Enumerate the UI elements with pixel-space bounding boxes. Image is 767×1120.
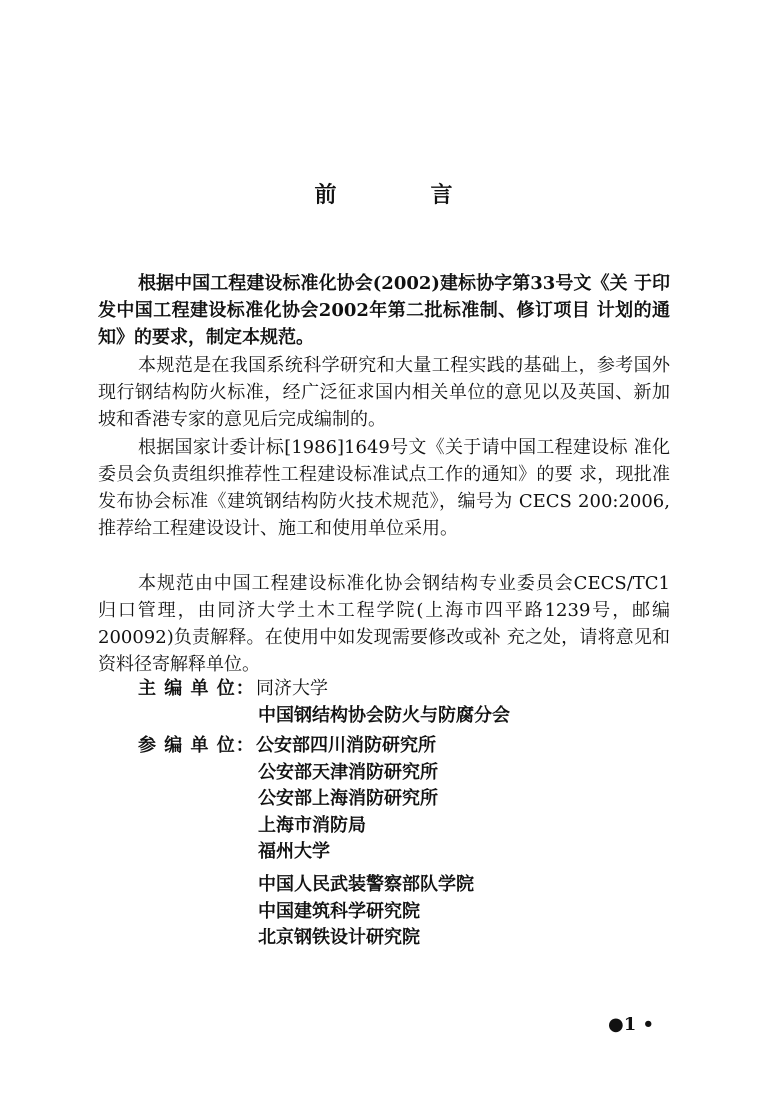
participating-unit-row — [138, 733, 436, 759]
participating-unit-name: 北京钢铁设计研究院 — [258, 927, 420, 948]
participating-unit-name: 公安部上海消防研究所 — [258, 788, 438, 809]
participating-unit-label: 参 编 单 位： — [138, 735, 255, 756]
participating-unit-name: 中国建筑科学研究院 — [258, 901, 420, 922]
chief-unit-name: 中国钢结构协会防火与防腐分会 — [258, 705, 510, 726]
paragraph-3: 根据国家计委计标[1986]1649号文《关于请中国工程建设标 准化委员会负责组织推荐性工程建设标准试点工作的通知》的要 求，现批准发布协会标准《建筑钢结构防火技术规范》，编号为 CECS 200:2006,推荐给工程建设设计、施工和使用单位采用。 — [98, 437, 670, 539]
participating-unit-name: 上海市消防局 — [258, 815, 366, 836]
paragraph-4: 本规范由中国工程建设标准化协会钢结构专业委员会CECS/TC1 归口管理，由同济大学土木工程学院(上海市四平路1239号，邮编200092)负责解释。在使用中如发现需要修改或补 充之处，请将意见和资料径寄解释单位。 — [98, 573, 670, 675]
participating-unit-name: 公安部四川消防研究所 — [256, 735, 436, 756]
participating-unit-name: 中国人民武装警察部队学院 — [258, 874, 474, 895]
participating-unit-name: 公安部天津消防研究所 — [258, 762, 438, 783]
paragraph-1: 根据中国工程建设标准化协会(2002)建标协字第33号文《关 于印发中国工程建设标准化协会2002年第二批标准制、修订项目 计划的通知》的要求，制定本规范。 — [98, 273, 670, 348]
chief-unit-row — [138, 676, 328, 702]
chief-unit-name: 同济大学 — [256, 678, 328, 699]
page-number: ●1 • — [608, 1014, 655, 1035]
participating-unit-name: 福州大学 — [258, 841, 330, 862]
page-title: 前 言 — [314, 182, 489, 208]
paragraph-2: 本规范是在我国系统科学研究和大量工程实践的基础上，参考国外现行钢结构防火标准，经广泛征求国内相关单位的意见以及英国、新加坡和香港专家的意见后完成编制的。 — [98, 355, 670, 430]
chief-unit-label: 主 编 单 位： — [138, 678, 255, 699]
